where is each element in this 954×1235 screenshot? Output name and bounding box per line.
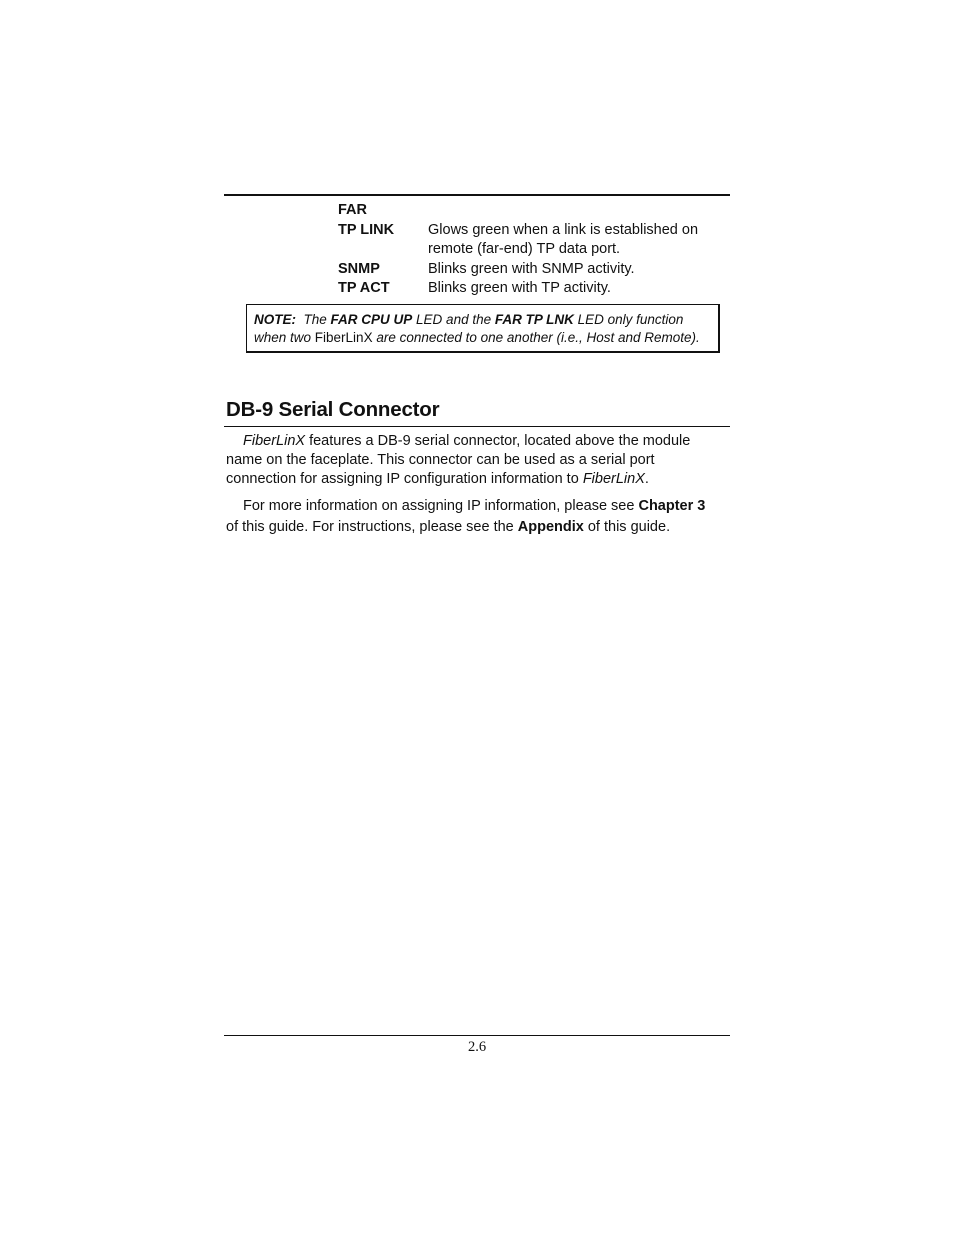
led-desc (428, 201, 718, 221)
product-name: FiberLinX (582, 471, 645, 487)
led-name: FAR (338, 202, 367, 218)
note-led-far-tp: FAR TP LNK (494, 312, 574, 327)
note-text: are connected to one another (i.e., Host and Remote). (372, 330, 700, 345)
product-name: FiberLinX (243, 433, 306, 449)
led-row-tp-link (338, 221, 718, 260)
paragraph-text: of this guide. (583, 519, 671, 535)
paragraph-serial-connector (226, 432, 714, 489)
note-label: NOTE: (254, 312, 296, 327)
paragraph-more-info (226, 496, 714, 538)
footer-rule (224, 1035, 730, 1036)
note-text: LED and the (412, 312, 495, 327)
paragraph-text: For more information on assigning IP information, please see (243, 498, 639, 514)
note-led-far-cpu: FAR CPU UP (330, 312, 413, 327)
led-name: TP ACT (338, 280, 390, 296)
note-text: The (303, 312, 331, 327)
led-desc: Glows green when a link is established on remote (far-end) TP data port. (428, 221, 699, 257)
paragraph-text: features a DB-9 serial connector, located above the module name on the faceplate. This connector can be used as a serial port connection for assigning IP configuration information to (226, 433, 691, 487)
top-rule (224, 194, 730, 196)
section-heading: DB-9 Serial Connector (226, 398, 440, 421)
appendix-reference: Appendix (517, 519, 584, 535)
led-name: SNMP (338, 260, 380, 277)
led-row-far (338, 201, 718, 221)
led-name: TP LINK (338, 221, 395, 238)
led-desc: Blinks green with SNMP activity. (428, 260, 635, 277)
note-product: FiberLinX (314, 330, 373, 345)
chapter-reference: Chapter 3 (638, 498, 706, 514)
led-row-snmp (338, 260, 718, 280)
led-row-tp-act (338, 279, 718, 299)
paragraph-text: . (644, 471, 649, 487)
heading-rule (224, 426, 730, 427)
page-number: 2.6 (467, 1039, 487, 1055)
led-table (338, 201, 718, 299)
note-text: LED only function when two (254, 312, 684, 345)
paragraph-text: of this guide. For instructions, please see the (226, 519, 518, 535)
note-box (246, 304, 720, 353)
led-desc: Blinks green with TP activity. (428, 280, 611, 296)
